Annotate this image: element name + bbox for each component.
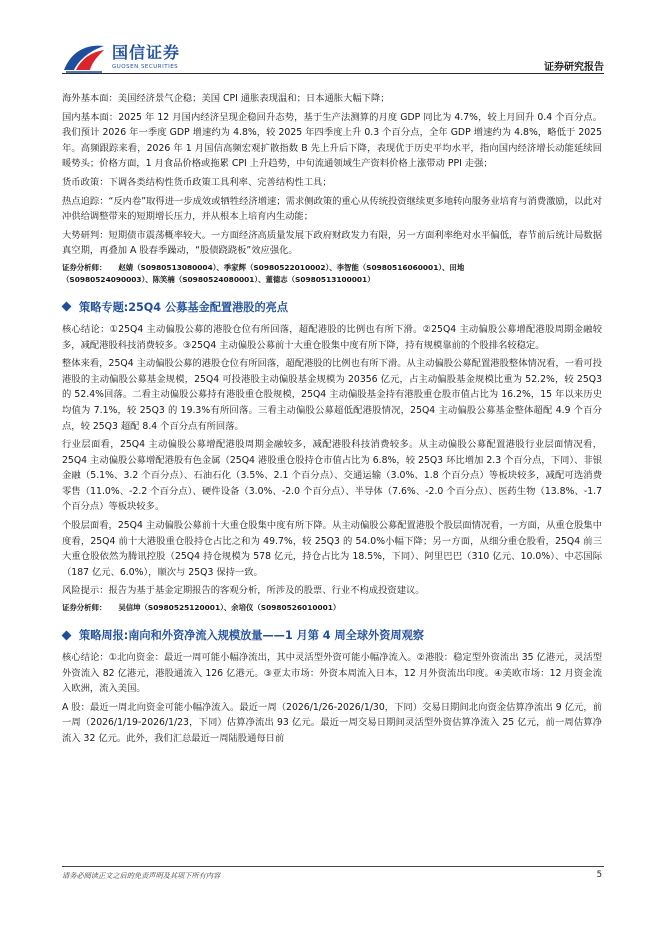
analyst-label: 证券分析师： [62, 603, 107, 613]
footer-divider [62, 866, 604, 867]
paragraph: 个股层面看，25Q4 主动偏股公募前十大重仓股集中度有所下降。从主动偏股公募配置港股个股层面情况看，一方面，从重仓股集中度看，25Q4 前十大港股重仓股持仓占比之和为 49.7%，较 25Q3 的 54.0%小幅下降；另一方面，从细分重仓股看，25Q4 前三大重仓股依然为腾讯控股（25Q4 持仓规模为 578 亿元，持仓占比为 18.5%，下同）、阿里巴巴（310 亿元、10.0%）、中芯国际（187 亿元、6.0%），顺次与 25Q3 保持一致。 [62, 520, 602, 578]
header-divider [62, 73, 604, 74]
paragraph: 大势研判：短期债市震荡概率较大。一方面经济高质量发展下政府财政发力有限，另一方面利率绝对水平偏低，春节前后统计局数据真空期，再叠加 A 股春季躁动，“股债跷跷板”效应强化。 [62, 229, 602, 257]
analyst-names: （S0980524090003）、陈笑楠（S0980524080001）、董德志（S0980513100001） [62, 274, 375, 284]
section-title-text: 策略周报:南向和外资净流入规模放量——1 月第 4 周全球外资周观察 [79, 629, 424, 643]
paragraph: 核心结论：①北向资金：最近一周可能小幅净流出，其中灵活型外资可能小幅净流入。②港股：稳定型外资流出 35 亿港元，灵活型外资流入 82 亿港元，港股通流入 126 亿港元。③亚太市场：外资本周流入日本，12 月外资流出印度。④美欧市场：12 月资金流入欧洲，流入美国。 [62, 652, 602, 695]
paragraph: A 股：最近一周北向资金可能小幅净流入。最近一周（2026/1/26-2026/1/30，下同）交易日期间北向资金估算净流出 9 亿元，前一周（2026/1/19-2026/1/23，下同）估算净流出 93 亿元。最近一周交易日期间灵活型外资估算净流入 25 亿元，前一周估算净流入 32 亿元。此外，我们汇总最近一周陆股通每日前 [62, 701, 602, 744]
analyst-list [62, 262, 602, 286]
diamond-bullet-icon [62, 302, 72, 312]
paragraph: 整体来看，25Q4 主动偏股公募的港股仓位有所回落，超配港股的比例也有所下滑。从主动偏股公募配置港股整体情况看，一看可投港股的主动偏股公募基金规模，25Q4 可投港股主动偏股基金规模为 20356 亿元，占主动偏股基金规模比重为 52.2%，较 25Q3 的 52.4%回落。二看主动偏股公募持有港股重仓股规模，25Q4 主动偏股基金持有港股重仓股市值占比为 16.2%，15 年以来历史均值为 7.1%，较 25Q3 的 19.3%有所回落。三看主动偏股公募超低配港股情况，25Q4 主动偏股公募基金整体超配 4.9 个百分点，较 25Q3 超配 8.4 个百分点有所回落。 [62, 358, 602, 432]
paragraph: 国内基本面：2025 年 12 月国内经济呈现企稳回升态势，基于生产法测算的月度 GDP 同比为 4.7%，较上月回升 0.4 个百分点。我们预计 2026 年一季度 GDP 增速约为 4.8%，较 2025 年四季度上升 0.3 个百分点，全年 GDP 增速约为 4.8%，略低于 2025 年。高频跟踪来看，2026 年 1 月国信高频宏观扩散指数 B 先上升后下降，表现优于历史平均水平，指向国内经济增长动能延续回暖势头；价格方面，1 月食品价格或拖累 CPI 上升趋势，中旬流通领域生产资料价格上涨带动 PPI 走强； [62, 111, 602, 170]
logo [62, 40, 180, 74]
paragraph: 海外基本面：美国经济景气企稳；美国 CPI 通胀表现温和；日本通胀大幅下降； [62, 93, 390, 104]
section-hk-funds [62, 298, 602, 614]
disclaimer-note: 请务必阅读正文之后的免责声明及其项下所有内容 [62, 871, 221, 880]
analyst-names: 赵婧（S0980513080004）、季家辉（S0980522010002）、李智能（S0980516060001）、田地 [118, 262, 465, 272]
section-macro [62, 91, 602, 286]
page-header [62, 40, 604, 80]
analyst-label: 证券分析师： [62, 262, 107, 272]
paragraph: 行业层面看，25Q4 主动偏股公募增配港股周期金融较多，减配港股科技消费较多。从主动偏股公募配置港股行业层面情况看，25Q4 主动偏股公募增配港股有色金属（25Q4 港股重仓股持仓市值占比为 6.8%，较 25Q3 环比增加 2.3 个百分点，下同）、非银金融（5.1%、3.2 个百分点）、石油石化（3.5%、2.1 个百分点）、交通运输（3.0%、1.8 个百分点）等板块较多，减配可选消费零售（11.0%、-2.2 个百分点）、硬件设备（3.0%、-2.0 个百分点）、半导体（7.6%、-2.0 个百分点）、医药生物（13.8%、-1.7 个百分点）等板块较多。 [62, 439, 602, 513]
paragraph: 风险提示：报告为基于基金定期报告的客观分析，所涉及的股票、行业不构成投资建议。 [62, 585, 425, 597]
main-content [62, 91, 602, 750]
analyst-list [62, 602, 602, 614]
analyst-names: 吴信坤（S0980525120001）、余培仪（S0980526010001） [118, 603, 341, 613]
section-title [62, 626, 602, 644]
section-title-text: 策略专题:25Q4 公募基金配置港股的亮点 [79, 300, 289, 314]
diamond-bullet-icon [62, 630, 72, 640]
section-title [62, 298, 602, 316]
guosen-logo-icon [62, 40, 106, 74]
paragraph: 货币政策：下调各类结构性货币政策工具利率、完善结构性工具； [62, 176, 332, 188]
paragraph: 核心结论：①25Q4 主动偏股公募的港股仓位有所回落，超配港股的比例也有所下滑。②25Q4 主动偏股公募增配港股周期金融较多，减配港股科技消费较多。③25Q4 主动偏股公募前十大重仓股集中度有所下降，持有规模靠前的个股排名较稳定。 [62, 323, 602, 351]
page-number: 5 [596, 870, 602, 880]
section-foreign-flows [62, 626, 602, 747]
logo-english-name: GUOSEN SECURITIES [112, 64, 179, 70]
paragraph: 热点追踪：“反内卷”取得进一步成效或牺牲经济增速；需求侧政策的重心从传统投资继续更多地转向服务业培育与消费激励，以此对冲供给调整带来的短期增长压力，并从根本上培育内生动能； [62, 195, 602, 223]
report-type-label: 证券研究报告 [544, 62, 604, 73]
logo-chinese-name: 国信证券 [112, 43, 181, 62]
